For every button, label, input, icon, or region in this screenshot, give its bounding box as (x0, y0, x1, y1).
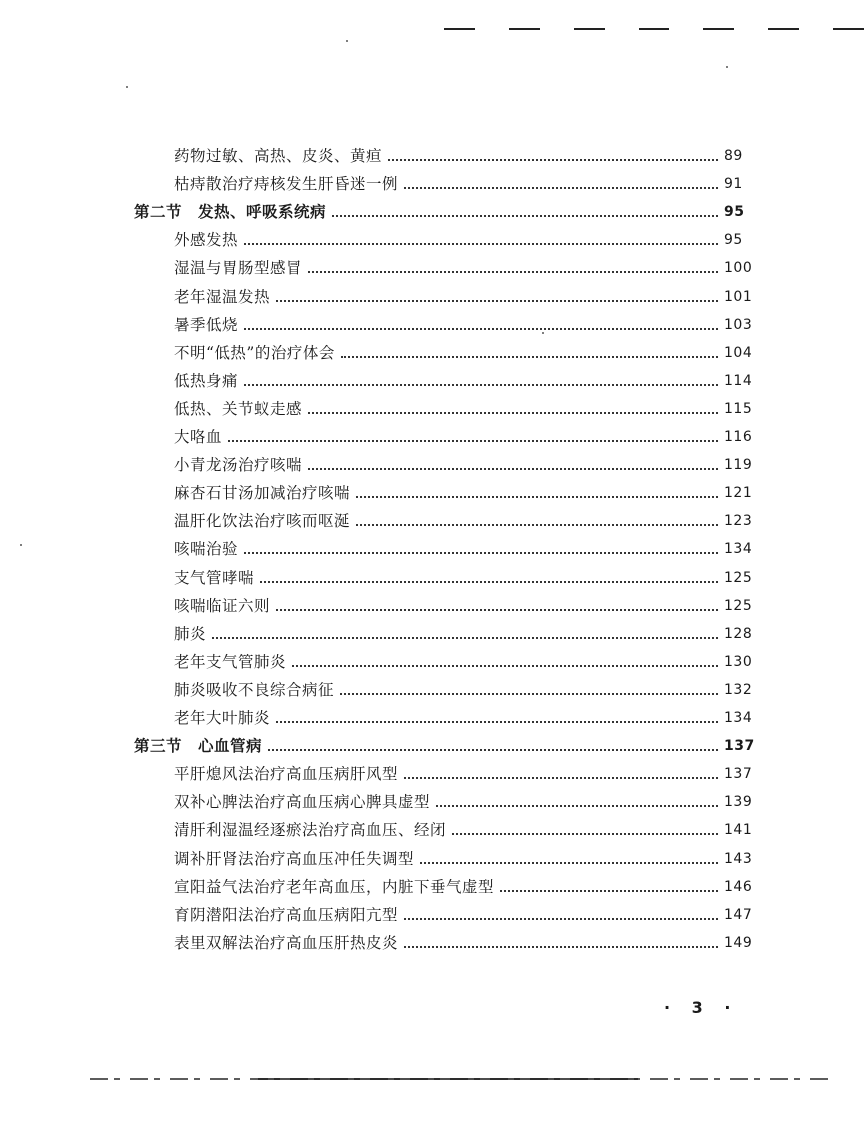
toc-page-number: 125 (724, 569, 753, 586)
toc-leader-dots (276, 290, 718, 302)
toc-leader-dots (332, 205, 718, 217)
toc-entry-title: 支气管哮喘 (174, 568, 255, 587)
toc-entry-title: 清肝利湿温经逐瘀法治疗高血压、经闭 (174, 821, 447, 840)
toc-leader-dots (228, 430, 718, 442)
toc-entry-row (0, 818, 866, 842)
toc-entry-row (0, 678, 866, 702)
toc-entry-row (0, 762, 866, 786)
toc-leader-dots (276, 599, 718, 611)
toc-entry-row (0, 453, 866, 477)
toc-entry-title: 宣阳益气法治疗老年高血压，内脏下垂气虚型 (174, 877, 495, 896)
toc-section-row (0, 734, 866, 758)
toc-page-number: 91 (724, 176, 743, 193)
toc-entry-title: 温肝化饮法治疗咳而呕涎 (174, 512, 351, 531)
toc-entry-row (0, 256, 866, 280)
toc-page-number: 147 (724, 906, 753, 923)
toc-page-number: 89 (724, 148, 743, 164)
toc-entry-title: 暑季低烧 (174, 315, 239, 334)
toc-leader-dots (244, 542, 718, 554)
toc-entry-title: 枯痔散治疗痔核发生肝昏迷一例 (174, 175, 399, 194)
toc-section-row (0, 200, 866, 224)
toc-entry-row (0, 847, 866, 871)
toc-entry-title: 表里双解法治疗高血压肝热皮炎 (174, 933, 399, 952)
toc-section-title: 心血管病 (198, 736, 263, 756)
toc-section-title: 发热、呼吸系统病 (198, 202, 327, 222)
toc-page-number: 95 (724, 204, 745, 221)
toc-entry-row (0, 566, 866, 590)
toc-entry-title: 双补心脾法治疗高血压病心脾具虚型 (174, 793, 431, 812)
toc-leader-dots (244, 318, 718, 330)
toc-leader-dots (356, 486, 718, 498)
scan-speck (726, 66, 728, 68)
toc-leader-dots (244, 374, 718, 386)
toc-entry-title: 低热、关节蚁走感 (174, 399, 303, 418)
toc-page-number: 114 (724, 372, 753, 389)
toc-page-number: 149 (724, 934, 753, 951)
toc-entry-row (0, 622, 866, 646)
toc-page-number: 134 (724, 541, 753, 558)
toc-entry-row (0, 341, 866, 365)
toc-section-number: 第二节 (134, 202, 183, 222)
toc-page-number: 139 (724, 794, 753, 811)
toc-page-number: 103 (724, 316, 753, 333)
toc-leader-dots (340, 683, 718, 695)
toc-leader-dots (420, 852, 718, 864)
toc-page-number: 146 (724, 878, 753, 895)
toc-leader-dots (404, 177, 718, 189)
toc-entry-title: 调补肝肾法治疗高血压冲任失调型 (174, 849, 415, 868)
toc-entry-title: 咳喘临证六则 (174, 596, 271, 615)
toc-leader-dots (452, 823, 718, 835)
toc-entry-row (0, 650, 866, 674)
toc-leader-dots (388, 149, 718, 161)
toc-entry-row (0, 144, 866, 168)
toc-entry-title: 老年湿温发热 (174, 287, 271, 306)
toc-entry-title: 药物过敏、高热、皮炎、黄疸 (174, 147, 383, 165)
toc-leader-dots (341, 346, 718, 358)
toc-leader-dots (308, 402, 718, 414)
toc-page-number: 137 (724, 766, 753, 783)
toc-leader-dots (356, 514, 718, 526)
bottom-scan-line-solid (258, 1078, 638, 1080)
toc-entry-title: 肺炎 (174, 624, 207, 643)
toc-page-number: 101 (724, 288, 753, 305)
toc-page-number: 123 (724, 513, 753, 530)
toc-entry-title: 育阴潜阳法治疗高血压病阳亢型 (174, 905, 399, 924)
toc-entry-row (0, 228, 866, 252)
toc-leader-dots (268, 739, 718, 751)
toc-entry-title: 咳喘治验 (174, 540, 239, 559)
toc-page-number: 119 (724, 457, 753, 474)
toc-entry-row (0, 903, 866, 927)
toc-entry-title: 麻杏石甘汤加减治疗咳喘 (174, 484, 351, 503)
toc-entry-row (0, 425, 866, 449)
toc-leader-dots (260, 571, 718, 583)
toc-page-number: 121 (724, 485, 753, 502)
toc-page-number: 104 (724, 344, 753, 361)
toc-entry-row (0, 285, 866, 309)
toc-leader-dots (244, 233, 718, 245)
toc-page-number: 125 (724, 597, 753, 614)
toc-entry-title: 大咯血 (174, 428, 223, 446)
toc-leader-dots (436, 795, 718, 807)
toc-entry-row (0, 706, 866, 730)
toc-leader-dots (212, 627, 718, 639)
toc-entry-title: 低热身痛 (174, 371, 239, 390)
toc-entry-title: 平肝熄风法治疗高血压病肝风型 (174, 765, 399, 784)
toc-entry-title: 外感发热 (174, 231, 239, 250)
toc-entry-title: 老年支气管肺炎 (174, 652, 287, 671)
toc-leader-dots (308, 261, 718, 273)
toc-page-number: 134 (724, 710, 753, 726)
toc-page-number: 141 (724, 822, 753, 839)
toc-page-number: 95 (724, 232, 743, 249)
toc-page-number: 100 (724, 260, 753, 277)
page-number: · 3 · (664, 998, 739, 1017)
toc-leader-dots (404, 936, 718, 948)
toc-entry-row (0, 594, 866, 618)
toc-entry-row (0, 172, 866, 196)
toc-leader-dots (404, 908, 718, 920)
toc-leader-dots (276, 711, 718, 723)
toc-entry-row (0, 537, 866, 561)
toc-page-number: 128 (724, 625, 753, 642)
toc-page-number: 132 (724, 681, 753, 698)
toc-leader-dots (500, 880, 718, 892)
toc-entry-row (0, 397, 866, 421)
toc-page-number: 137 (724, 738, 755, 755)
toc-page-number: 130 (724, 653, 753, 670)
toc-entry-row (0, 875, 866, 899)
toc-section-number: 第三节 (134, 736, 183, 756)
toc-entry-row (0, 481, 866, 505)
top-dash-rule (444, 28, 864, 32)
toc-entry-row (0, 931, 866, 955)
scan-speck (346, 40, 348, 42)
toc-entry-title: 小青龙汤治疗咳喘 (174, 456, 303, 475)
toc-entry-title: 湿温与胃肠型感冒 (174, 259, 303, 278)
toc-leader-dots (308, 458, 718, 470)
toc-page-number: 116 (724, 429, 753, 445)
scan-speck (126, 86, 128, 88)
toc-entry-row (0, 509, 866, 533)
toc-entry-title: 肺炎吸收不良综合病征 (174, 680, 335, 699)
toc-entry-title: 不明“低热”的治疗体会 (174, 343, 335, 362)
toc-page-number: 115 (724, 400, 753, 417)
toc-entry-row (0, 790, 866, 814)
toc-leader-dots (292, 655, 718, 667)
toc-entry-row (0, 369, 866, 393)
toc-entry-title: 老年大叶肺炎 (174, 709, 271, 727)
toc-page-number: 143 (724, 850, 753, 867)
toc-entry-row (0, 313, 866, 337)
toc-leader-dots (404, 767, 718, 779)
